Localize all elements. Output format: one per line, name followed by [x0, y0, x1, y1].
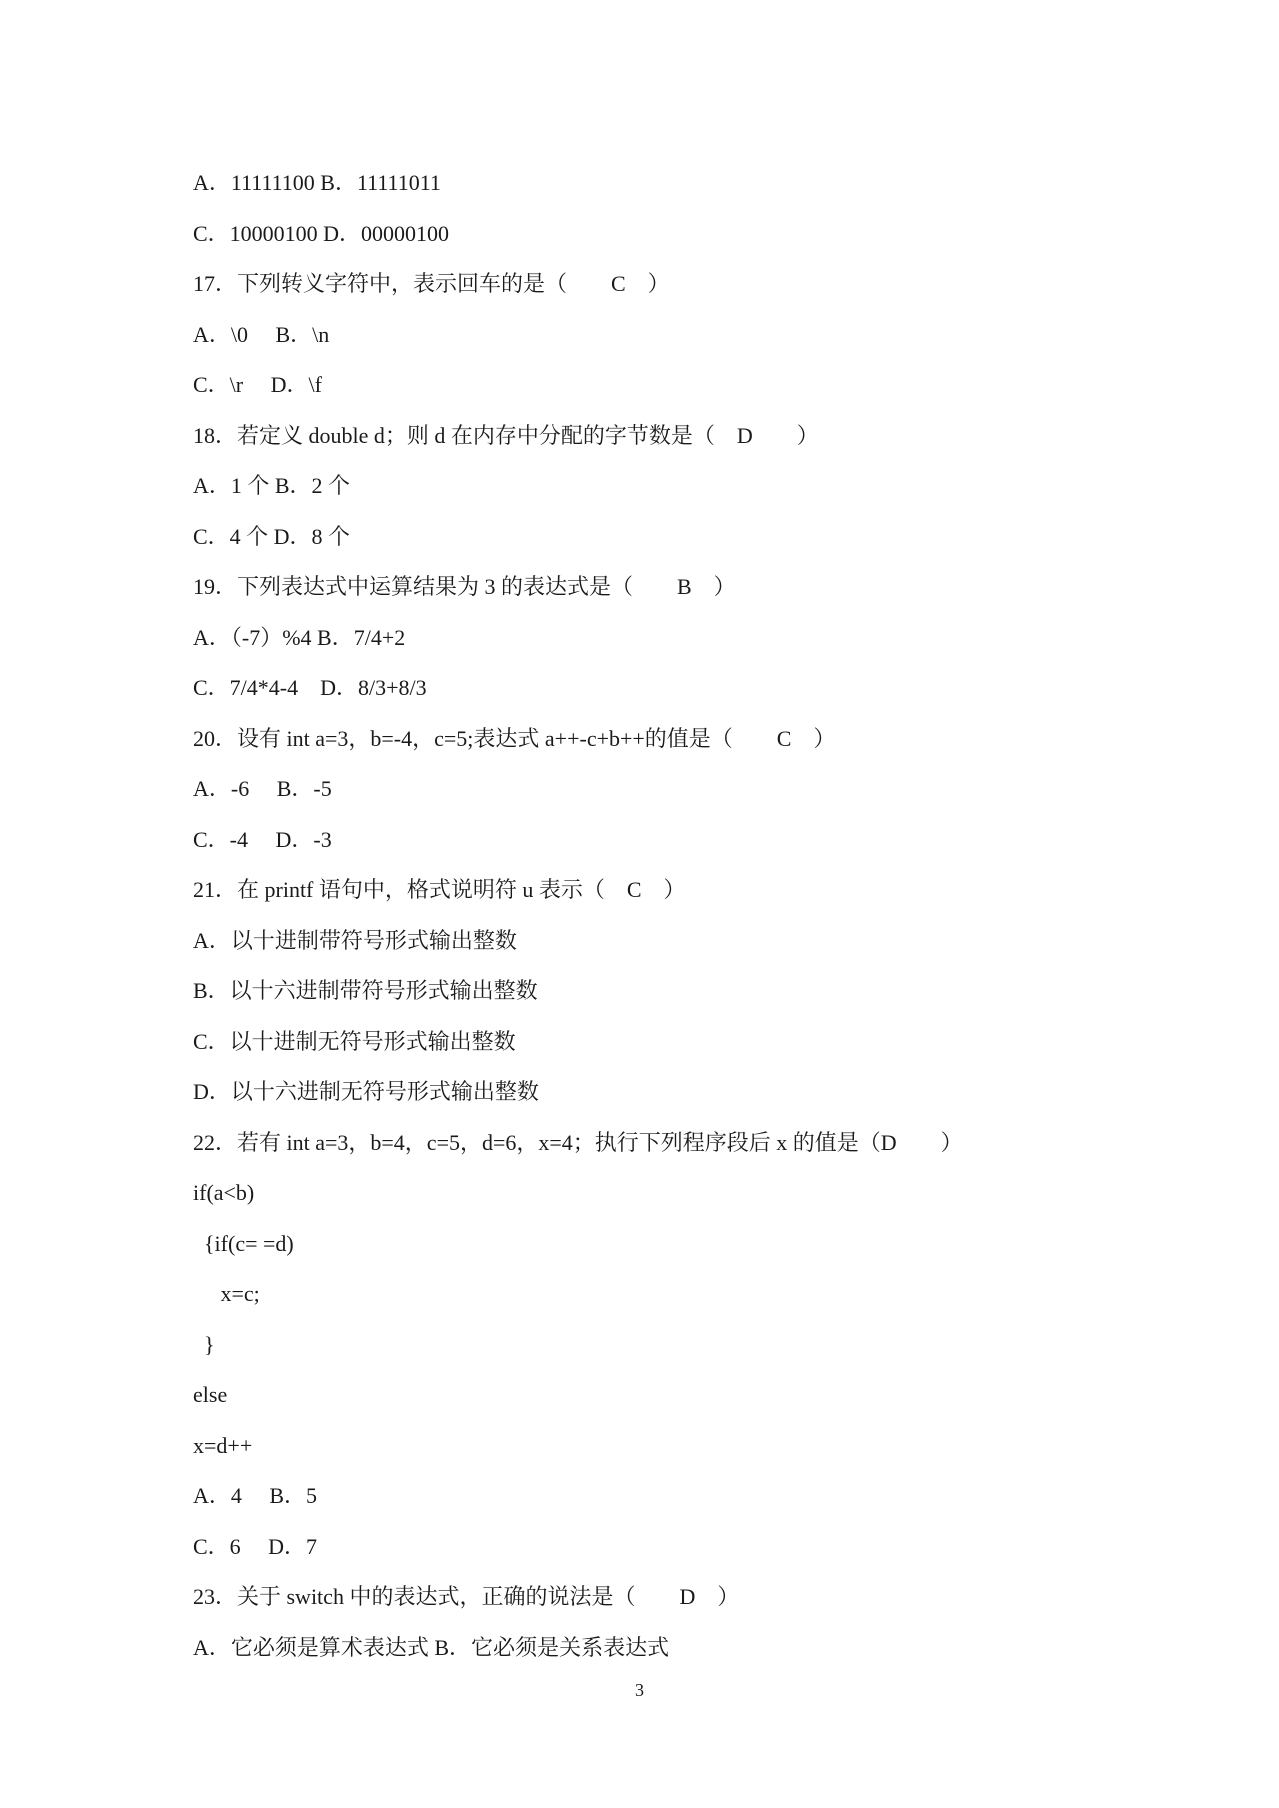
- code-line: {if(c= =d): [193, 1230, 294, 1256]
- text-line: C．6 D．7: [193, 1533, 318, 1559]
- text-line: A．以十进制带符号形式输出整数: [193, 927, 517, 953]
- text-line: C．10000100 D．00000100: [193, 220, 450, 246]
- question-22: 22．若有 int a=3，b=4，c=5，d=6，x=4；执行下列程序段后 x 的值是（D ）: [193, 1129, 963, 1155]
- text-line: D．以十六进制无符号形式输出整数: [193, 1079, 539, 1104]
- code-line: else: [193, 1382, 228, 1407]
- text-line: C．\r D．\f: [193, 372, 322, 397]
- question-21: 21．在 printf 语句中，格式说明符 u 表示（ C ）: [193, 877, 686, 902]
- question-text-block: [193, 158, 1093, 1673]
- text-line: A．1 个 B．2 个: [193, 473, 351, 498]
- text-line: A．-6 B．-5: [193, 776, 332, 801]
- text-line: B．以十六进制带符号形式输出整数: [193, 978, 538, 1003]
- text-line: C．-4 D．-3: [193, 826, 332, 852]
- text-line: A．4 B．5: [193, 1483, 318, 1508]
- code-line: if(a<b): [193, 1180, 255, 1205]
- code-line: x=d++: [193, 1432, 253, 1458]
- text-line: A．（-7）%4 B．7/4+2: [193, 624, 406, 650]
- question-18: 18．若定义 double d；则 d 在内存中分配的字节数是（ D ）: [193, 422, 819, 448]
- text-line: A．\0 B．\n: [193, 321, 330, 347]
- code-line: }: [193, 1331, 215, 1357]
- page-number: 3: [635, 1680, 644, 1700]
- question-17: 17．下列转义字符中，表示回车的是（ C ）: [193, 271, 670, 296]
- question-20: 20．设有 int a=3，b=-4，c=5;表达式 a++-c+b++的值是（ C ）: [193, 725, 836, 751]
- code-line: x=c;: [193, 1281, 260, 1306]
- question-19: 19．下列表达式中运算结果为 3 的表达式是（ B ）: [193, 574, 736, 599]
- text-line: C．7/4*4-4 D．8/3+8/3: [193, 675, 427, 700]
- question-23: 23．关于 switch 中的表达式，正确的说法是（ D ）: [193, 1584, 740, 1609]
- text-line: C．以十进制无符号形式输出整数: [193, 1028, 516, 1054]
- text-line: A．11111100 B．11111011: [193, 170, 441, 195]
- text-line: C．4 个 D．8 个: [193, 523, 351, 549]
- text-line: A．它必须是算术表达式 B．它必须是关系表达式: [193, 1634, 670, 1660]
